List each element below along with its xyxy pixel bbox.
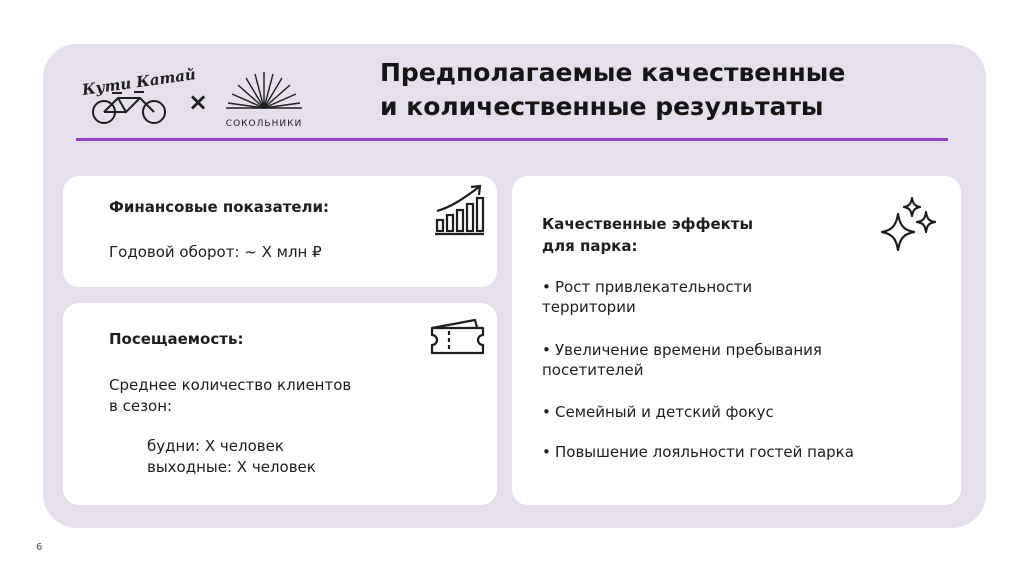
logo-times: × xyxy=(188,88,209,116)
quality-bullet-1: • Рост привлекательности территории xyxy=(542,278,753,316)
ticket-icon xyxy=(429,315,487,361)
finance-card xyxy=(63,176,497,287)
title-divider xyxy=(76,138,948,141)
sparkles-icon xyxy=(878,194,940,256)
finance-heading: Финансовые показатели: xyxy=(109,198,330,216)
page-number: 6 xyxy=(36,542,43,553)
logo-right-text: СОКОЛЬНИКИ xyxy=(225,119,303,129)
growth-chart-icon xyxy=(433,184,485,236)
attendance-heading: Посещаемость: xyxy=(109,330,244,348)
quality-heading-line-1: Качественные эффекты xyxy=(542,215,754,233)
title-line-1: Предполагаемые качественные xyxy=(380,58,846,87)
quality-card xyxy=(512,176,961,505)
page-title xyxy=(380,56,950,124)
sokolniki-logo xyxy=(224,68,314,132)
title-line-2: и количественные результаты xyxy=(380,92,824,121)
quality-bullet-4: • Повышение лояльности гостей парка xyxy=(542,443,854,461)
attendance-weekends: выходные: Х человек xyxy=(147,458,316,476)
attendance-card xyxy=(63,303,497,505)
quality-bullet-3: • Семейный и детский фокус xyxy=(542,403,774,421)
logos xyxy=(78,68,318,132)
quality-bullet-2: • Увеличение времени пребывания посетителей xyxy=(542,341,822,379)
attendance-line-2: в сезон: xyxy=(109,397,173,415)
finance-revenue: Годовой оборот: ~ Х млн ₽ xyxy=(109,243,322,261)
quality-heading-line-2: для парка: xyxy=(542,237,638,255)
logo-left-text: Кути Катай xyxy=(80,68,197,99)
attendance-weekdays: будни: Х человек xyxy=(147,437,284,455)
attendance-line-1: Среднее количество клиентов xyxy=(109,376,352,394)
